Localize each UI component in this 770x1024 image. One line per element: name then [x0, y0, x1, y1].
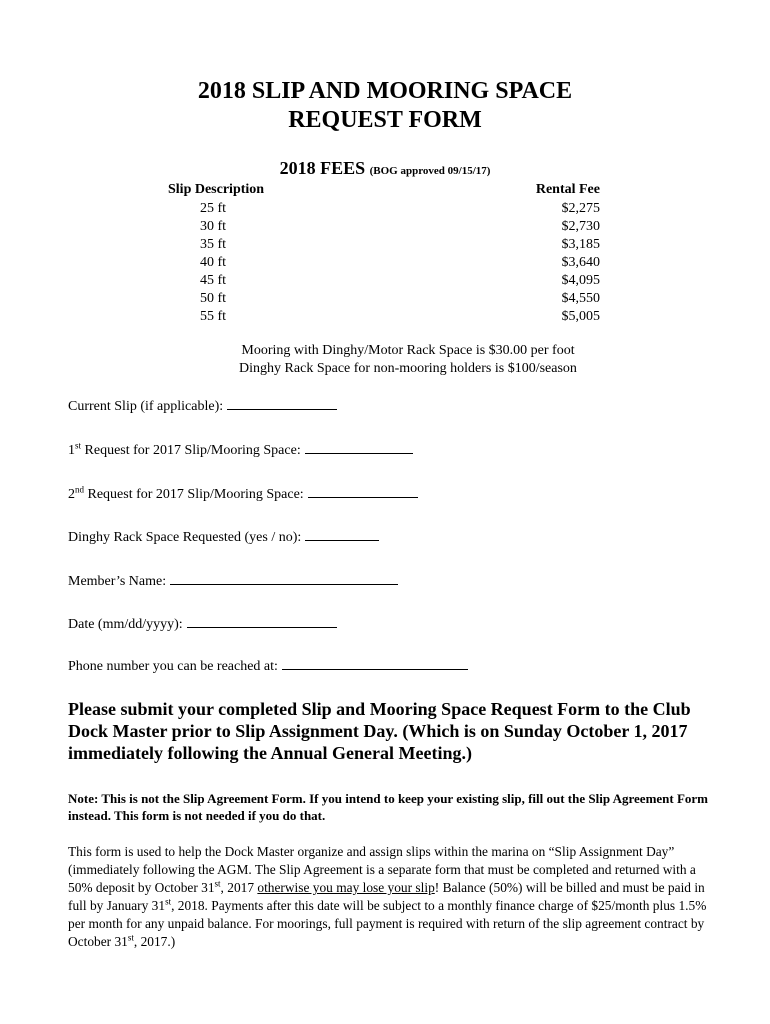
date-label: Date (mm/dd/yyyy):	[68, 617, 183, 632]
fee-amount-cell: $5,005	[561, 309, 600, 324]
slip-description-header: Slip Description	[168, 182, 265, 197]
member-name-input[interactable]	[170, 572, 398, 585]
dinghy-rack-label: Dinghy Rack Space Requested (yes / no):	[68, 530, 302, 545]
member-name-label: Member’s Name:	[68, 574, 167, 589]
mooring-fee-note: Mooring with Dinghy/Motor Rack Space is $30.00 per foot	[241, 343, 575, 358]
dinghy-rack-field	[68, 528, 379, 546]
fees-approval-note: (BOG approved 09/15/17)	[369, 165, 491, 177]
fee-amount-cell: $4,550	[561, 291, 600, 306]
lose-slip-warning: otherwise you may lose your slip	[257, 880, 435, 895]
second-request-input[interactable]	[308, 485, 418, 498]
second-request-label: 2nd Request for 2017 Slip/Mooring Space:	[68, 484, 304, 502]
fee-amount-cell: $3,640	[561, 255, 600, 270]
rental-fee-header: Rental Fee	[535, 182, 600, 197]
fee-size-cell: 40 ft	[200, 255, 227, 270]
fees-heading-text: 2018 FEES	[279, 158, 366, 178]
note-rest: . If you intend to keep your existing slip, fill out the Slip Agreement Form instead. This form is not needed if you do that.	[68, 791, 709, 823]
note-emphasis: Note: This is not the Slip Agreement Form	[68, 791, 303, 806]
fee-size-cell: 45 ft	[200, 273, 227, 288]
dinghy-fee-note: Dinghy Rack Space for non-mooring holders is $100/season	[239, 361, 577, 376]
dinghy-rack-input[interactable]	[305, 528, 379, 541]
second-request-field	[68, 485, 418, 503]
page-title-line2: REQUEST FORM	[288, 107, 482, 133]
current-slip-field	[68, 397, 337, 415]
current-slip-label: Current Slip (if applicable):	[68, 399, 224, 414]
member-name-field	[68, 572, 398, 590]
first-request-input[interactable]	[305, 441, 413, 454]
fee-size-cell: 25 ft	[200, 201, 227, 216]
note-paragraph	[68, 790, 708, 824]
date-field	[68, 615, 337, 633]
fee-amount-cell: $3,185	[561, 237, 600, 252]
fee-amount-cell: $4,095	[561, 273, 600, 288]
submit-instructions: Please submit your completed Slip and Mooring Space Request Form to the Club Dock Master prior to Slip Assignment Day. (Which is on Sunday October 1, 2017 immediately following the Annual General Meeting.)	[68, 699, 691, 763]
first-request-field	[68, 441, 413, 459]
fees-heading	[0, 158, 770, 179]
fee-size-cell: 50 ft	[200, 291, 227, 306]
phone-input[interactable]	[282, 657, 468, 670]
phone-field	[68, 657, 468, 675]
explanation-paragraph: This form is used to help the Dock Master organize and assign slips within the marina on “Slip Assignment Day” (immediately following the AGM. The Slip Agreement is a separate form that must be completed and returned with a 50% deposit by October 31st, 2017 otherwise you may lose your slip! Balance (50%) will be billed and must be paid in full by January 31st, 2018. Payments after this date will be subject to a monthly finance charge of $25/month plus 1.5% per month for any unpaid balance. For moorings, full payment is required with return of the slip agreement contract by October 31st, 2017.)	[68, 844, 707, 949]
fee-amount-cell: $2,275	[561, 201, 600, 216]
fee-size-cell: 30 ft	[200, 219, 227, 234]
fee-size-cell: 35 ft	[200, 237, 227, 252]
date-input[interactable]	[187, 615, 337, 628]
phone-label: Phone number you can be reached at:	[68, 659, 278, 674]
first-request-label: 1st Request for 2017 Slip/Mooring Space:	[68, 440, 301, 458]
page-title-line1: 2018 SLIP AND MOORING SPACE	[197, 78, 573, 104]
fee-size-cell: 55 ft	[200, 309, 227, 324]
fee-amount-cell: $2,730	[561, 219, 600, 234]
current-slip-input[interactable]	[227, 397, 337, 410]
